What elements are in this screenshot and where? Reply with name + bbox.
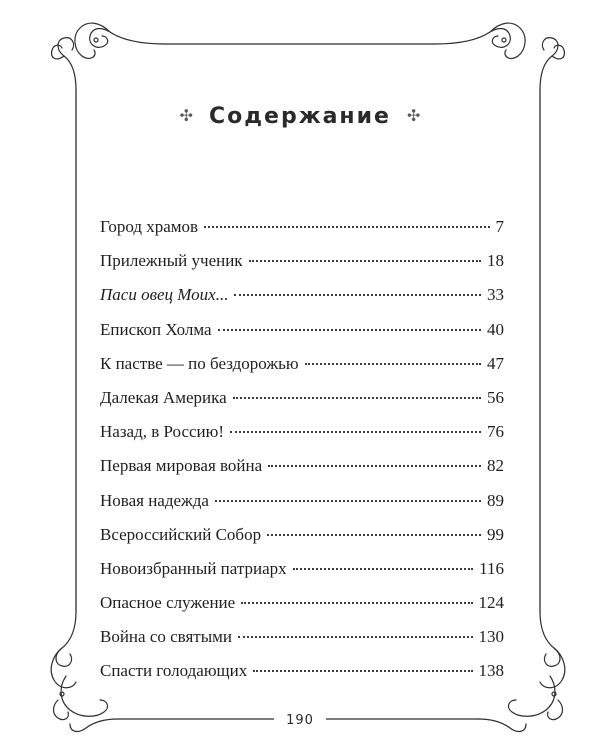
toc-entry-page: 89	[487, 490, 504, 510]
toc-entry	[100, 449, 504, 483]
toc-entry-title: Прилежный ученик	[100, 251, 243, 271]
toc-entry-title: Новоизбранный патриарх	[100, 558, 287, 578]
page-footer	[0, 708, 600, 732]
table-of-contents	[100, 210, 504, 689]
cross-ornament-left-icon: ✣	[179, 106, 193, 125]
toc-entry-title: Паси овец Моих...	[100, 285, 229, 305]
toc-heading	[0, 96, 600, 136]
toc-leader-dots	[241, 602, 472, 604]
toc-entry-page: 99	[487, 524, 504, 544]
toc-entry-page: 82	[487, 456, 504, 476]
toc-entry	[100, 210, 504, 244]
toc-leader-dots	[249, 260, 481, 262]
toc-leader-dots	[234, 294, 481, 296]
toc-leader-dots	[293, 568, 473, 570]
toc-leader-dots	[233, 397, 481, 399]
toc-entry-title: Новая надежда	[100, 490, 209, 510]
toc-leader-dots	[238, 636, 473, 638]
toc-entry-page: 18	[487, 251, 504, 271]
toc-entry-page: 130	[478, 627, 504, 647]
toc-entry-page: 47	[487, 353, 504, 373]
toc-entry-page: 116	[479, 558, 504, 578]
toc-entry-page: 56	[487, 387, 504, 407]
toc-entry-page: 40	[487, 319, 504, 339]
toc-leader-dots	[267, 534, 481, 536]
toc-entry-page: 33	[487, 285, 504, 305]
toc-entry-title: Первая мировая война	[100, 456, 263, 476]
toc-entry-page: 7	[495, 217, 504, 236]
toc-entry	[100, 484, 504, 518]
toc-entry-page: 124	[478, 593, 504, 613]
toc-entry	[100, 654, 504, 688]
toc-entry-title: Назад, в Россию!	[100, 422, 225, 442]
toc-entry	[100, 620, 504, 654]
toc-entry	[100, 278, 504, 312]
toc-entry	[100, 415, 504, 449]
corner-flourish-top-right	[435, 23, 564, 90]
toc-leader-dots	[215, 500, 481, 502]
toc-entry	[100, 244, 504, 278]
toc-entry-title: К пастве — по бездорожью	[100, 353, 299, 373]
toc-leader-dots	[204, 226, 489, 228]
toc-entry	[100, 381, 504, 415]
toc-entry-title: Епископ Холма	[100, 319, 212, 339]
toc-entry-title: Опасное служение	[100, 593, 236, 613]
toc-entry-page: 138	[478, 661, 504, 681]
toc-entry	[100, 586, 504, 620]
toc-entry-page: 76	[487, 422, 504, 442]
toc-leader-dots	[230, 431, 481, 433]
toc-entry-title: Война со святыми	[100, 627, 232, 647]
toc-entry	[100, 347, 504, 381]
toc-entry	[100, 518, 504, 552]
toc-leader-dots	[253, 670, 472, 672]
toc-leader-dots	[268, 465, 481, 467]
toc-entry-title: Далекая Америка	[100, 387, 227, 407]
corner-flourish-top-left	[52, 23, 165, 90]
toc-entry-title: Город храмов	[100, 217, 199, 236]
toc-entry	[100, 552, 504, 586]
page-number: 190	[274, 713, 326, 728]
toc-leader-dots	[305, 363, 481, 365]
toc-entry-title: Спасти голодающих	[100, 661, 248, 681]
page-title: Содержание	[209, 103, 391, 129]
cross-ornament-right-icon: ✣	[406, 106, 421, 125]
toc-leader-dots	[218, 329, 481, 331]
toc-entry-title: Всероссийский Собор	[100, 524, 262, 544]
toc-entry	[100, 313, 504, 347]
